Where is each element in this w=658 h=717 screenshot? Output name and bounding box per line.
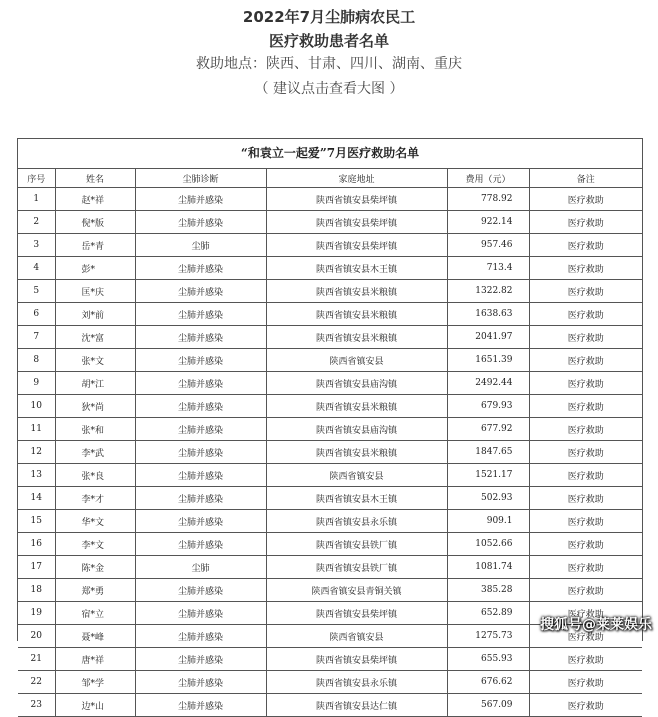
table-row: [18, 303, 642, 326]
remark-cell: 医疗救助: [529, 441, 642, 464]
cost-cell: 2492.44: [447, 372, 529, 395]
remark-cell: 医疗救助: [529, 487, 642, 510]
table-row: [18, 257, 642, 280]
cost-cell: 713.4: [447, 257, 529, 280]
patient-name-cell: 匡*庆: [55, 280, 135, 303]
aid-list-sheet[interactable]: [17, 138, 643, 712]
patient-name-cell: 张*良: [55, 464, 135, 487]
cost-cell: 652.89: [447, 602, 529, 625]
home-address-cell: 陕西省镇安县柴坪镇: [266, 602, 447, 625]
diagnosis-cell: 尘肺并感染: [135, 487, 266, 510]
cost-cell: 1638.63: [447, 303, 529, 326]
table-row: [18, 510, 642, 533]
diagnosis-cell: 尘肺并感染: [135, 349, 266, 372]
patient-name-cell: 狄*尚: [55, 395, 135, 418]
diagnosis-cell: 尘肺并感染: [135, 280, 266, 303]
table-row: [18, 188, 642, 211]
home-address-cell: 陕西省镇安县米粮镇: [266, 326, 447, 349]
home-address-cell: 陕西省镇安县木王镇: [266, 487, 447, 510]
diagnosis-cell: 尘肺并感染: [135, 579, 266, 602]
diagnosis-cell: 尘肺: [135, 556, 266, 579]
cost-cell: 677.92: [447, 418, 529, 441]
patient-name-cell: 赵*祥: [55, 188, 135, 211]
patient-name-cell: 李*武: [55, 441, 135, 464]
remark-cell: 医疗救助: [529, 579, 642, 602]
table-row: [18, 556, 642, 579]
diagnosis-cell: 尘肺并感染: [135, 671, 266, 694]
patient-name-cell: 沈*富: [55, 326, 135, 349]
row-index-cell: 8: [18, 349, 55, 372]
patient-name-cell: 胡*江: [55, 372, 135, 395]
diagnosis-cell: 尘肺并感染: [135, 694, 266, 717]
remark-cell: 医疗救助: [529, 188, 642, 211]
remark-cell: 医疗救助: [529, 625, 642, 648]
remark-cell: 医疗救助: [529, 556, 642, 579]
row-index-cell: 5: [18, 280, 55, 303]
diagnosis-cell: 尘肺并感染: [135, 395, 266, 418]
cost-cell: 1651.39: [447, 349, 529, 372]
table-row: [18, 694, 642, 717]
row-index-cell: 11: [18, 418, 55, 441]
home-address-cell: 陕西省镇安县米粮镇: [266, 280, 447, 303]
table-row: [18, 464, 642, 487]
home-address-cell: 陕西省镇安县米粮镇: [266, 303, 447, 326]
diagnosis-cell: 尘肺并感染: [135, 533, 266, 556]
cost-cell: 2041.97: [447, 326, 529, 349]
table-row: [18, 211, 642, 234]
table-row: [18, 349, 642, 372]
table-row: [18, 487, 642, 510]
row-index-cell: 17: [18, 556, 55, 579]
patient-name-cell: 陈*金: [55, 556, 135, 579]
home-address-cell: 陕西省镇安县永乐镇: [266, 510, 447, 533]
remark-cell: 医疗救助: [529, 303, 642, 326]
table-row: [18, 418, 642, 441]
row-index-cell: 1: [18, 188, 55, 211]
diagnosis-cell: 尘肺并感染: [135, 418, 266, 441]
home-address-cell: 陕西省镇安县铁厂镇: [266, 556, 447, 579]
row-index-cell: 20: [18, 625, 55, 648]
remark-cell: 医疗救助: [529, 372, 642, 395]
row-index-cell: 9: [18, 372, 55, 395]
patient-name-cell: 岳*青: [55, 234, 135, 257]
remark-cell: 医疗救助: [529, 234, 642, 257]
table-row: [18, 441, 642, 464]
home-address-cell: 陕西省镇安县米粮镇: [266, 395, 447, 418]
row-index-cell: 23: [18, 694, 55, 717]
table-row: [18, 579, 642, 602]
table-row: [18, 395, 642, 418]
home-address-cell: 陕西省镇安县铁厂镇: [266, 533, 447, 556]
remark-cell: 医疗救助: [529, 257, 642, 280]
cost-cell: 502.93: [447, 487, 529, 510]
remark-cell: 医疗救助: [529, 510, 642, 533]
diagnosis-cell: 尘肺并感染: [135, 188, 266, 211]
remark-cell: 医疗救助: [529, 671, 642, 694]
watermark: 搜狐号@莱莱娱乐: [540, 617, 652, 633]
patient-name-cell: 边*山: [55, 694, 135, 717]
row-index-cell: 18: [18, 579, 55, 602]
cost-cell: 909.1: [447, 510, 529, 533]
cost-cell: 1322.82: [447, 280, 529, 303]
home-address-cell: 陕西省镇安县柴坪镇: [266, 188, 447, 211]
diagnosis-cell: 尘肺: [135, 234, 266, 257]
column-header-diagnosis: 尘肺诊断: [135, 169, 266, 188]
remark-cell: 医疗救助: [529, 349, 642, 372]
home-address-cell: 陕西省镇安县: [266, 349, 447, 372]
diagnosis-cell: 尘肺并感染: [135, 602, 266, 625]
row-index-cell: 4: [18, 257, 55, 280]
home-address-cell: 陕西省镇安县庙沟镇: [266, 418, 447, 441]
page-title: 2022年7月尘肺病农民工: [242, 8, 416, 26]
remark-cell: 医疗救助: [529, 602, 642, 625]
diagnosis-cell: 尘肺并感染: [135, 211, 266, 234]
patient-name-cell: 李*文: [55, 533, 135, 556]
diagnosis-cell: 尘肺并感染: [135, 510, 266, 533]
table-row: [18, 326, 642, 349]
aid-locations: 救助地点：陕西、甘肃、四川、湖南、重庆: [196, 56, 462, 72]
cost-cell: 922.14: [447, 211, 529, 234]
remark-cell: 医疗救助: [529, 280, 642, 303]
cost-cell: 1521.17: [447, 464, 529, 487]
home-address-cell: 陕西省镇安县柴坪镇: [266, 648, 447, 671]
diagnosis-cell: 尘肺并感染: [135, 648, 266, 671]
table-row: [18, 648, 642, 671]
row-index-cell: 7: [18, 326, 55, 349]
view-hint: （ 建议点击查看大图 ）: [254, 81, 404, 97]
home-address-cell: 陕西省镇安县: [266, 625, 447, 648]
table-row: [18, 280, 642, 303]
patient-name-cell: 彭*: [55, 257, 135, 280]
patient-name-cell: 李*才: [55, 487, 135, 510]
remark-cell: 医疗救助: [529, 694, 642, 717]
row-index-cell: 14: [18, 487, 55, 510]
home-address-cell: 陕西省镇安县: [266, 464, 447, 487]
cost-cell: 1081.74: [447, 556, 529, 579]
row-index-cell: 19: [18, 602, 55, 625]
table-body: [18, 188, 642, 717]
patient-name-cell: 唐*祥: [55, 648, 135, 671]
remark-cell: 医疗救助: [529, 211, 642, 234]
cost-cell: 1052.66: [447, 533, 529, 556]
home-address-cell: 陕西省镇安县柴坪镇: [266, 234, 447, 257]
home-address-cell: 陕西省镇安县米粮镇: [266, 441, 447, 464]
table-row: [18, 671, 642, 694]
aid-table: [18, 169, 642, 717]
home-address-cell: 陕西省镇安县达仁镇: [266, 694, 447, 717]
cost-cell: 778.92: [447, 188, 529, 211]
diagnosis-cell: 尘肺并感染: [135, 303, 266, 326]
cost-cell: 1847.65: [447, 441, 529, 464]
patient-name-cell: 宿*立: [55, 602, 135, 625]
home-address-cell: 陕西省镇安县庙沟镇: [266, 372, 447, 395]
column-header-cost: 费用（元）: [447, 169, 529, 188]
cost-cell: 567.09: [447, 694, 529, 717]
diagnosis-cell: 尘肺并感染: [135, 326, 266, 349]
table-title: “和袁立一起爱”7月医疗救助名单: [18, 139, 642, 169]
row-index-cell: 3: [18, 234, 55, 257]
cost-cell: 1275.73: [447, 625, 529, 648]
row-index-cell: 6: [18, 303, 55, 326]
remark-cell: 医疗救助: [529, 533, 642, 556]
row-index-cell: 13: [18, 464, 55, 487]
diagnosis-cell: 尘肺并感染: [135, 464, 266, 487]
home-address-cell: 陕西省镇安县青铜关镇: [266, 579, 447, 602]
column-header-index: 序号: [18, 169, 55, 188]
remark-cell: 医疗救助: [529, 464, 642, 487]
table-row: [18, 372, 642, 395]
patient-name-cell: 刘*前: [55, 303, 135, 326]
table-row: [18, 234, 642, 257]
table-header-row: [18, 169, 642, 188]
cost-cell: 957.46: [447, 234, 529, 257]
remark-cell: 医疗救助: [529, 326, 642, 349]
column-header-address: 家庭地址: [266, 169, 447, 188]
patient-name-cell: 倪*版: [55, 211, 135, 234]
cost-cell: 385.28: [447, 579, 529, 602]
home-address-cell: 陕西省镇安县柴坪镇: [266, 211, 447, 234]
table-row: [18, 533, 642, 556]
remark-cell: 医疗救助: [529, 418, 642, 441]
row-index-cell: 21: [18, 648, 55, 671]
patient-name-cell: 华*文: [55, 510, 135, 533]
page-subtitle: 医疗救助患者名单: [268, 32, 389, 50]
column-header-remark: 备注: [529, 169, 642, 188]
row-index-cell: 12: [18, 441, 55, 464]
patient-name-cell: 邹*学: [55, 671, 135, 694]
remark-cell: 医疗救助: [529, 395, 642, 418]
home-address-cell: 陕西省镇安县永乐镇: [266, 671, 447, 694]
row-index-cell: 10: [18, 395, 55, 418]
diagnosis-cell: 尘肺并感染: [135, 257, 266, 280]
row-index-cell: 16: [18, 533, 55, 556]
row-index-cell: 15: [18, 510, 55, 533]
patient-name-cell: 郑*勇: [55, 579, 135, 602]
patient-name-cell: 张*文: [55, 349, 135, 372]
diagnosis-cell: 尘肺并感染: [135, 372, 266, 395]
remark-cell: 医疗救助: [529, 648, 642, 671]
cost-cell: 676.62: [447, 671, 529, 694]
home-address-cell: 陕西省镇安县木王镇: [266, 257, 447, 280]
cost-cell: 679.93: [447, 395, 529, 418]
row-index-cell: 2: [18, 211, 55, 234]
diagnosis-cell: 尘肺并感染: [135, 625, 266, 648]
row-index-cell: 22: [18, 671, 55, 694]
patient-name-cell: 聂*峰: [55, 625, 135, 648]
column-header-name: 姓名: [55, 169, 135, 188]
patient-name-cell: 张*和: [55, 418, 135, 441]
cost-cell: 655.93: [447, 648, 529, 671]
diagnosis-cell: 尘肺并感染: [135, 441, 266, 464]
